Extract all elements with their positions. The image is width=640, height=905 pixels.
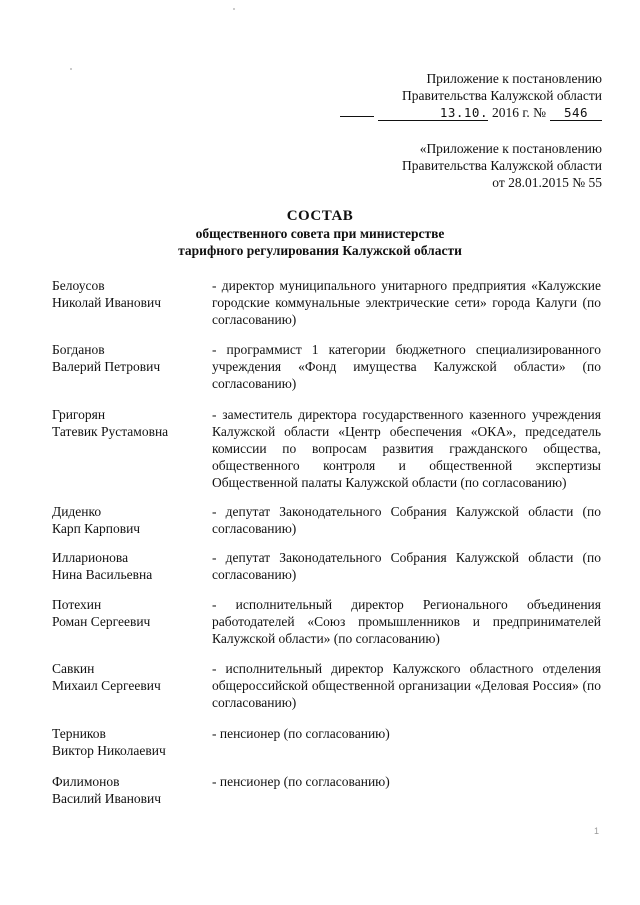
member-surname: Филимонов — [52, 774, 120, 789]
member-name — [52, 341, 208, 392]
member-role: - депутат Законодательного Собрания Калужской области (по согласованию) — [212, 550, 601, 582]
decree-year: 2016 г. № — [491, 105, 546, 120]
member-name — [52, 596, 208, 647]
member-name — [52, 277, 208, 328]
member-given-name: Карп Карпович — [52, 521, 141, 536]
decree-date-number — [340, 104, 602, 121]
decree-number: 546 — [550, 106, 602, 121]
attachment-line-1: Приложение к постановлению — [426, 71, 602, 86]
scan-speck — [233, 8, 235, 10]
member-role: - пенсионер (по согласованию) — [212, 726, 390, 741]
member-name — [52, 725, 208, 759]
member-role: - пенсионер (по согласованию) — [212, 774, 390, 789]
member-surname: Илларионова — [52, 550, 129, 565]
member-name — [52, 406, 208, 491]
member-surname: Савкин — [52, 661, 95, 676]
attachment-prev-line-2: Правительства Калужской области — [401, 158, 602, 173]
member-role: - директор муниципального унитарного предприятия «Калужские городские коммунальные электрические сети» города Калуги (по согласованию) — [212, 278, 601, 327]
member-given-name: Михаил Сергеевич — [52, 678, 161, 693]
member-surname: Терников — [52, 726, 106, 741]
member-row — [52, 277, 601, 328]
attachment-prev-line-1: «Приложение к постановлению — [419, 141, 602, 156]
document-heading — [0, 207, 640, 259]
member-role: - заместитель директора государственного казенного учреждения Калужской области «Центр обеспечения «ОКА», председатель комиссии по вопросам развития гражданского общества, общественного контроля и общественной экспертизы Общественной палаты Калужской области (по согласованию) — [212, 407, 601, 490]
member-given-name: Виктор Николаевич — [52, 743, 166, 758]
member-given-name: Валерий Петрович — [52, 359, 161, 374]
attachment-current — [340, 70, 602, 121]
member-given-name: Василий Иванович — [52, 791, 162, 806]
member-name — [52, 549, 208, 583]
document-subtitle-2: тарифного регулирования Калужской области — [178, 243, 462, 258]
document-title: СОСТАВ — [286, 208, 354, 224]
decree-date: 13.10. — [378, 106, 488, 121]
member-row — [52, 503, 601, 537]
attachment-previous — [402, 140, 602, 191]
scan-speck — [70, 68, 72, 70]
attachment-prev-line-3: от 28.01.2015 № 55 — [492, 175, 602, 190]
member-surname: Диденко — [52, 504, 102, 519]
member-row — [52, 341, 601, 392]
member-surname: Богданов — [52, 342, 105, 357]
member-given-name: Роман Сергеевич — [52, 614, 151, 629]
document-subtitle-1: общественного совета при министерстве — [195, 226, 445, 241]
member-name — [52, 660, 208, 711]
member-role: - исполнительный директор Регионального объединения работодателей «Союз промышленников и предпринимателей Калужской области» (по согласованию) — [212, 597, 601, 646]
member-name — [52, 503, 208, 537]
member-given-name: Николай Иванович — [52, 295, 162, 310]
member-surname: Потехин — [52, 597, 102, 612]
member-role: - программист 1 категории бюджетного специализированного учреждения «Фонд имущества Калужской области» (по согласованию) — [212, 342, 601, 391]
margin-mark: 1 — [594, 826, 600, 836]
date-blank-line — [340, 104, 374, 117]
member-name — [52, 773, 208, 807]
member-given-name: Татевик Рустамовна — [52, 424, 169, 439]
member-surname: Григорян — [52, 407, 106, 422]
member-role: - депутат Законодательного Собрания Калужской области (по согласованию) — [212, 504, 601, 536]
member-row — [52, 549, 601, 583]
member-role: - исполнительный директор Калужского областного отделения общероссийской общественной организации «Деловая Россия» (по согласованию) — [212, 661, 601, 710]
member-row — [52, 660, 601, 711]
member-row — [52, 725, 601, 759]
member-row — [52, 596, 601, 647]
member-surname: Белоусов — [52, 278, 105, 293]
member-row — [52, 773, 601, 807]
member-row — [52, 406, 601, 491]
member-given-name: Нина Васильевна — [52, 567, 153, 582]
attachment-line-2: Правительства Калужской области — [401, 88, 602, 103]
